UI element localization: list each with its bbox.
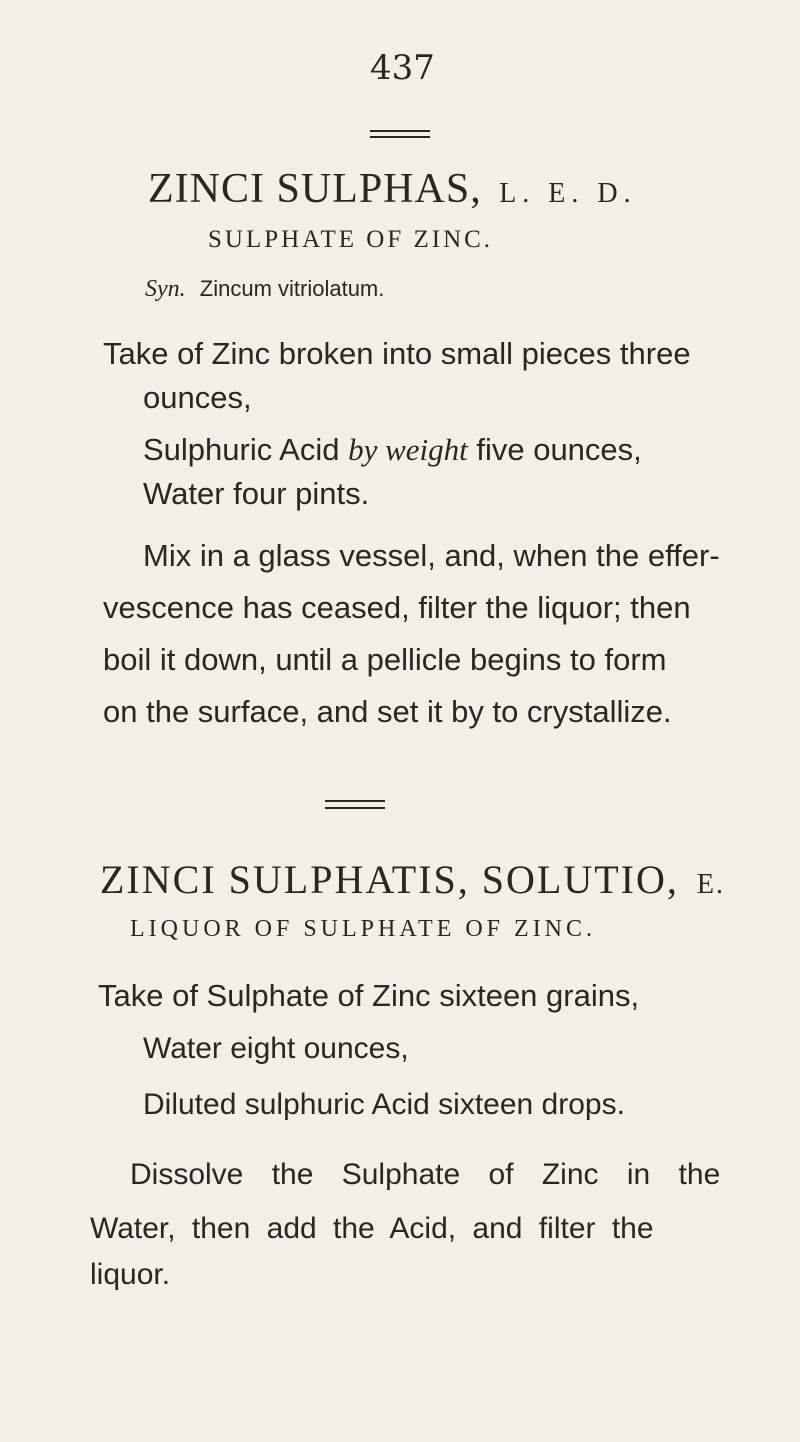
- direction-line: liquor.: [90, 1258, 171, 1291]
- section-divider-2: [325, 807, 385, 809]
- title-main: ZINCI SULPHAS,: [148, 166, 482, 212]
- direction-line: vescence has ceased, filter the liquor; then: [103, 590, 691, 625]
- recipe-line: Water eight ounces,: [143, 1032, 409, 1065]
- recipe-line: Sulphuric Acid by weight five ounces,: [143, 432, 642, 467]
- title-pharmacopoeia: E.: [696, 869, 725, 900]
- section-title: [148, 165, 637, 213]
- title-main: ZINCI SULPHATIS, SOLUTIO,: [100, 857, 679, 902]
- direction-line: Water, then add the Acid, and filter the: [90, 1212, 654, 1245]
- direction-line: Dissolve the Sulphate of Zinc in the: [130, 1158, 721, 1191]
- direction-line: on the surface, and set it by to crystallize.: [103, 694, 672, 729]
- section-divider-top: [370, 130, 430, 132]
- direction-line: Mix in a glass vessel, and, when the effer-: [143, 538, 720, 573]
- direction-line: boil it down, until a pellicle begins to form: [103, 642, 667, 677]
- recipe-line: Diluted sulphuric Acid sixteen drops.: [143, 1088, 625, 1121]
- synonym-line: [145, 276, 384, 303]
- recipe-line: Water four pints.: [143, 476, 370, 511]
- section-subtitle: SULPHATE OF ZINC.: [208, 226, 494, 253]
- recipe-line: ounces,: [143, 380, 252, 415]
- section-divider-top-2: [370, 136, 430, 138]
- page-number: 437: [370, 48, 435, 88]
- synonym-label: Syn.: [145, 276, 186, 302]
- recipe-line: Take of Sulphate of Zinc sixteen grains,: [98, 978, 640, 1013]
- section-subtitle: LIQUOR OF SULPHATE OF ZINC.: [130, 916, 597, 942]
- recipe-line: Take of Zinc broken into small pieces three: [103, 336, 691, 371]
- section-divider: [325, 800, 385, 802]
- italic-phrase: by weight: [348, 432, 468, 467]
- synonym-text: Zincum vitriolatum.: [199, 276, 385, 301]
- section-title: [100, 856, 725, 903]
- title-pharmacopoeia: L. E. D.: [499, 178, 637, 209]
